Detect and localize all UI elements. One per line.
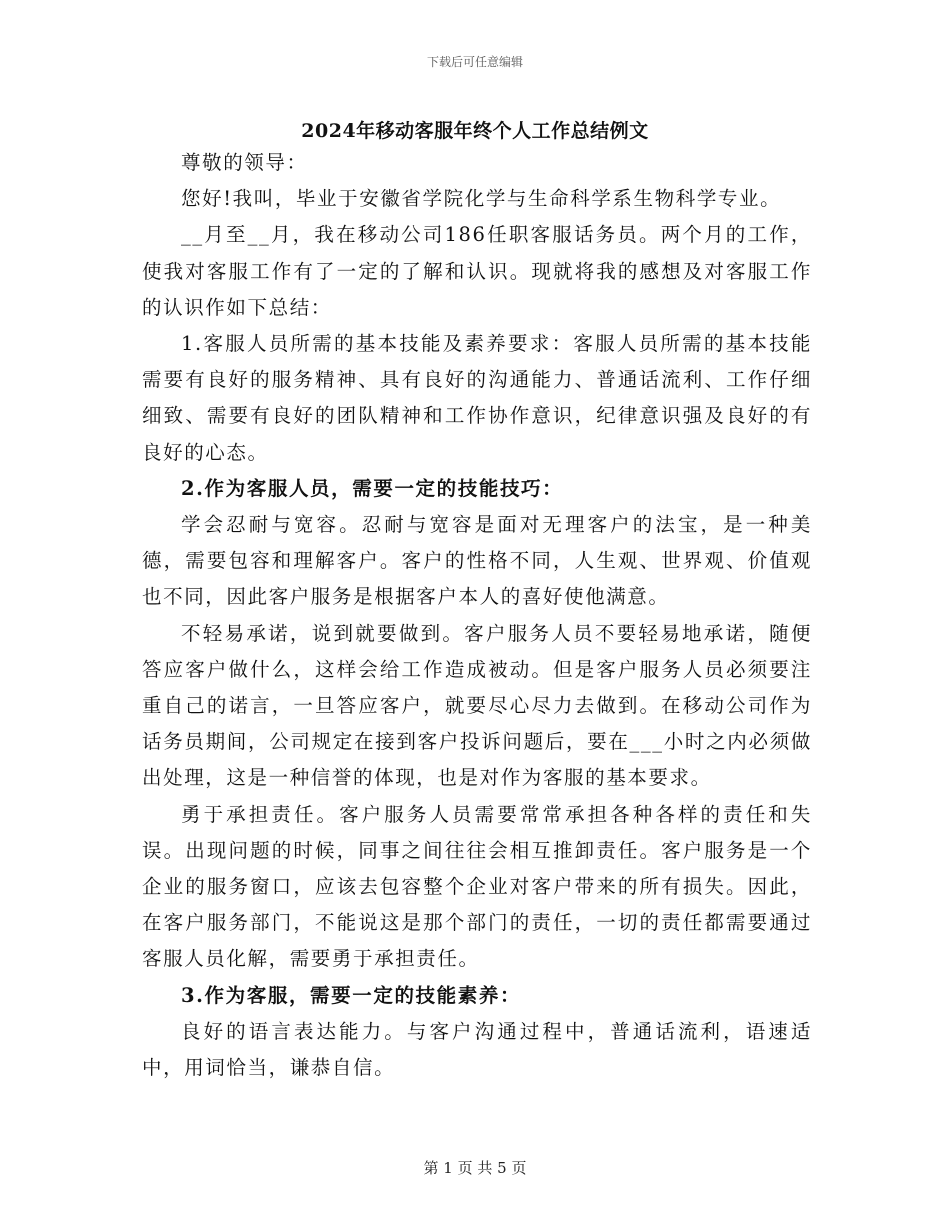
paragraph-patience: 学会忍耐与宽容。忍耐与宽容是面对无理客户的法宝，是一种美德，需要包容和理解客户。客户的性格不同，人生观、世界观、价值观也不同，因此客户服务是根据客户本人的喜好使他满意。 bbox=[142, 513, 812, 609]
paragraph-intro: __月至__月，我在移动公司186任职客服话务员。两个月的工作，使我对客服工作有了一定的了解和认识。现就将我的感想及对客服工作的认识作如下总结： bbox=[142, 223, 812, 319]
page-number: 第 1 页 共 5 页 bbox=[423, 1159, 527, 1177]
paragraph-salutation: 尊敬的领导： bbox=[181, 151, 308, 174]
paragraph-greeting: 您好!我叫，毕业于安徽省学院化学与生命科学系生物科学专业。 bbox=[181, 187, 782, 211]
document-body bbox=[142, 145, 812, 1086]
header-note: 下载后可任意编辑 bbox=[426, 55, 523, 69]
paragraph-responsibility: 勇于承担责任。客户服务人员需要常常承担各种各样的责任和失误。出现问题的时候，同事之间往往会相互推卸责任。客户服务是一个企业的服务窗口，应该去包容整个企业对客户带来的所有损失。因此，在客户服务部门，不能说这是那个部门的责任，一切的责任都需要通过客服人员化解，需要勇于承担责任。 bbox=[142, 802, 812, 971]
heading-section-2: 2.作为客服人员，需要一定的技能技巧： bbox=[181, 476, 564, 500]
document-title: 2024年移动客服年终个人工作总结例文 bbox=[301, 120, 649, 142]
paragraph-language: 良好的语言表达能力。与客户沟通过程中，普通话流利，语速适中，用词恰当，谦恭自信。 bbox=[142, 1019, 812, 1080]
paragraph-section-1: 1.客服人员所需的基本技能及素养要求：客服人员所需的基本技能需要有良好的服务精神、具有良好的沟通能力、普通话流利、工作仔细细致、需要有良好的团队精神和工作协作意识，纪律意识强及良好的有良好的心态。 bbox=[142, 332, 812, 464]
heading-section-3: 3.作为客服，需要一定的技能素养： bbox=[181, 983, 522, 1007]
paragraph-promise: 不轻易承诺，说到就要做到。客户服务人员不要轻易地承诺，随便答应客户做什么，这样会给工作造成被动。但是客户服务人员必须要注重自己的诺言，一旦答应客户，就要尽心尽力去做到。在移动公司作为话务员期间，公司规定在接到客户投诉问题后，要在___小时之内必须做出处理，这是一种信誉的体现，也是对作为客服的基本要求。 bbox=[142, 621, 812, 790]
